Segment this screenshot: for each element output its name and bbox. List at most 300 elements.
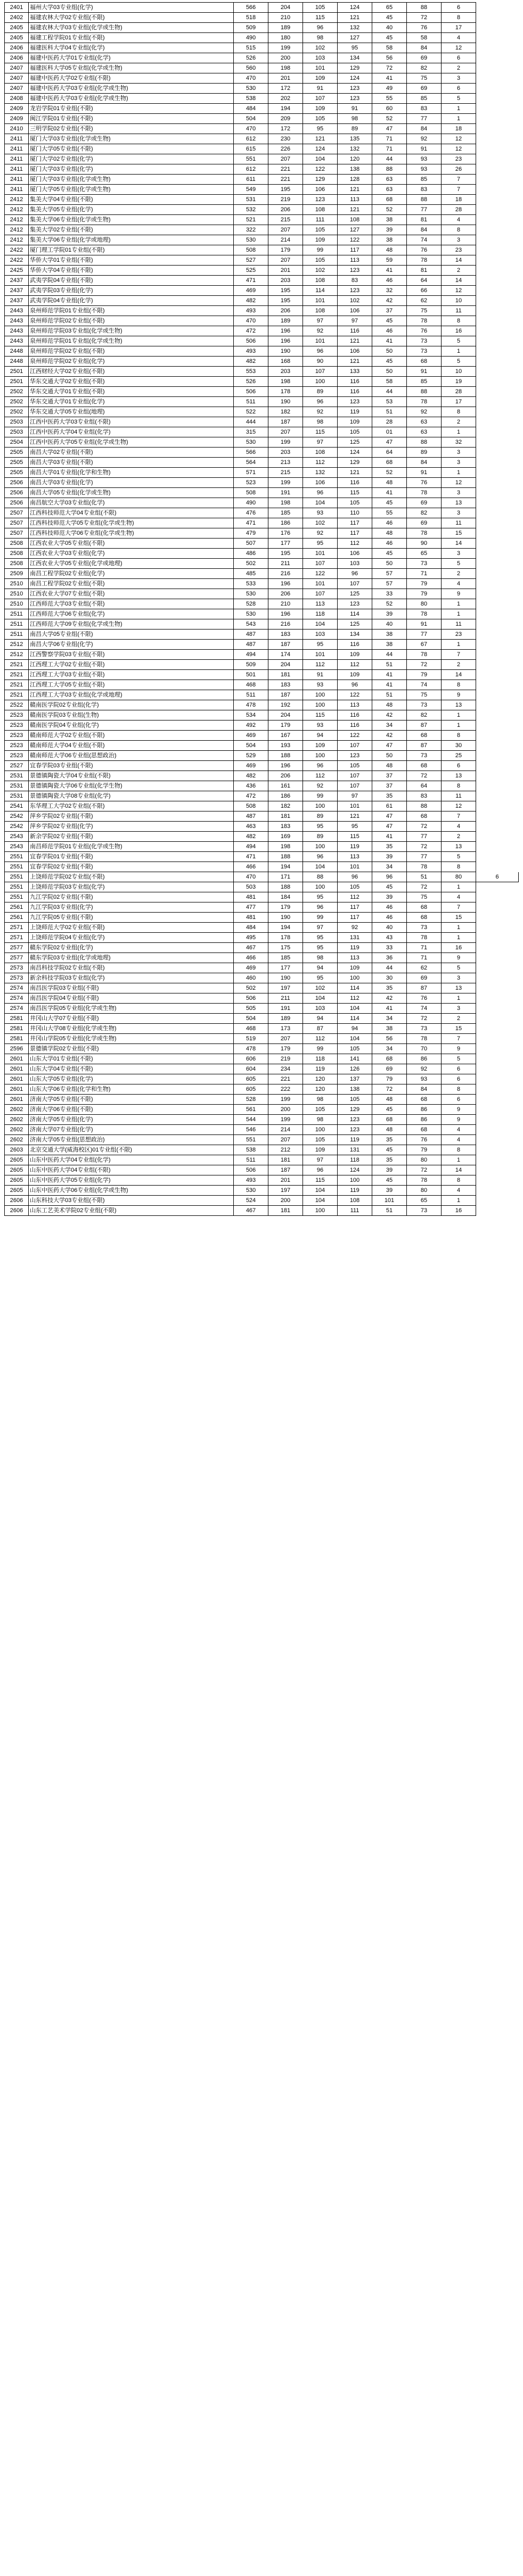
cell-school-major: 山东中医药大学05专业组(化学) [29, 1175, 234, 1186]
cell-value: 102 [303, 43, 338, 53]
table-row [5, 650, 519, 660]
cell-value: 116 [338, 720, 372, 731]
cell-code: 2522 [5, 700, 29, 710]
cell-value: 63 [372, 175, 407, 185]
cell-school-major: 南昌大学05专业组(不限) [29, 629, 234, 640]
cell-school-major: 华东交通大学01专业组(不限) [29, 387, 234, 397]
cell-value: 487 [234, 811, 268, 822]
cell-school-major: 江西理工大学03专业组(不限) [29, 670, 234, 680]
cell-school-major: 井冈山大学07专业组(不限) [29, 1014, 234, 1024]
cell-code: 2443 [5, 336, 29, 346]
cell-value: 107 [303, 94, 338, 104]
cell-code: 2443 [5, 306, 29, 316]
cell-value: 507 [234, 539, 268, 549]
cell-value: 119 [338, 943, 372, 953]
cell-code: 2508 [5, 539, 29, 549]
cell-value: 104 [303, 1196, 338, 1206]
cell-code: 2407 [5, 84, 29, 94]
cell-value: 104 [303, 1186, 338, 1196]
cell-value: 47 [372, 124, 407, 134]
cell-school-major: 厦门大学03专业组(化学或生物) [29, 175, 234, 185]
cell-value: 100 [303, 842, 338, 852]
cell-value: 444 [234, 417, 268, 427]
cell-value: 100 [303, 1206, 338, 1216]
cell-value: 44 [372, 387, 407, 397]
cell-school-major: 山东中医药大学04专业组(化学) [29, 1155, 234, 1165]
cell-value: 469 [234, 731, 268, 741]
table-row [5, 367, 519, 377]
cell-value: 26 [442, 164, 476, 175]
cell-school-major: 江西理工大学02专业组(不限) [29, 660, 234, 670]
cell-value: 198 [268, 63, 303, 73]
cell-school-major: 赣南医学院02专业组(化学) [29, 700, 234, 710]
table-row [5, 559, 519, 569]
cell-school-major: 江西财经大学02专业组(不限) [29, 367, 234, 377]
cell-value: 8 [442, 225, 476, 235]
table-row [5, 94, 519, 104]
cell-school-major: 济南大学05专业组(思想政治) [29, 1135, 234, 1145]
cell-value: 8 [442, 680, 476, 690]
cell-value: 518 [234, 13, 268, 23]
cell-value: 104 [338, 1004, 372, 1014]
cell-value: 118 [303, 609, 338, 619]
cell-value: 504 [234, 114, 268, 124]
cell-value: 12 [442, 801, 476, 811]
table-row [5, 892, 519, 902]
cell-value: 7 [442, 185, 476, 195]
cell-value: 519 [234, 1034, 268, 1044]
cell-value: 538 [234, 1145, 268, 1155]
table-row [5, 346, 519, 357]
cell-value: 4 [442, 822, 476, 832]
cell-value: 471 [234, 276, 268, 286]
table-row [5, 1125, 519, 1135]
cell-value: 117 [338, 913, 372, 923]
cell-value: 112 [303, 458, 338, 468]
cell-value: 6 [442, 1095, 476, 1105]
cell-value: 12 [442, 43, 476, 53]
cell-value: 207 [268, 427, 303, 437]
cell-school-major: 赣东学院03专业组(化学或地理) [29, 953, 234, 963]
cell-value: 123 [338, 397, 372, 407]
cell-value: 87 [407, 983, 442, 993]
cell-value: 104 [303, 993, 338, 1004]
cell-value: 103 [338, 559, 372, 569]
cell-value: 51 [372, 407, 407, 417]
cell-school-major: 江西师范大学06专业组(化学) [29, 609, 234, 619]
cell-value: 116 [338, 640, 372, 650]
table-row [5, 185, 519, 195]
cell-value: 214 [268, 235, 303, 245]
cell-value: 211 [268, 559, 303, 569]
cell-value: 68 [407, 811, 442, 822]
cell-code: 2437 [5, 276, 29, 286]
cell-code: 2561 [5, 913, 29, 923]
cell-value: 490 [234, 33, 268, 43]
cell-value: 64 [372, 448, 407, 458]
cell-value: 92 [303, 407, 338, 417]
cell-value: 200 [268, 1105, 303, 1115]
cell-value: 207 [268, 255, 303, 266]
cell-value: 504 [234, 1014, 268, 1024]
cell-value: 612 [234, 134, 268, 144]
cell-value: 1 [442, 468, 476, 478]
cell-value: 8 [442, 781, 476, 791]
cell-value: 133 [338, 367, 372, 377]
cell-value: 39 [372, 225, 407, 235]
cell-value: 506 [234, 387, 268, 397]
table-row [5, 1095, 519, 1105]
cell-value: 123 [338, 599, 372, 609]
cell-value: 96 [303, 761, 338, 771]
cell-value: 7 [442, 811, 476, 822]
cell-value: 234 [268, 1064, 303, 1074]
cell-value: 178 [268, 933, 303, 943]
table-row [5, 882, 519, 892]
cell-value: 78 [407, 650, 442, 660]
cell-school-major: 武夷学院03专业组(化学) [29, 286, 234, 296]
table-row [5, 539, 519, 549]
cell-code: 2422 [5, 255, 29, 266]
cell-value: 98 [303, 1095, 338, 1105]
cell-value: 91 [407, 144, 442, 154]
cell-code: 2601 [5, 1084, 29, 1095]
cell-value: 221 [268, 1074, 303, 1084]
cell-school-major: 泉州师范学院02专业组(不限) [29, 316, 234, 326]
cell-value: 76 [407, 993, 442, 1004]
cell-code: 2511 [5, 619, 29, 629]
cell-value: 105 [303, 114, 338, 124]
cell-value: 172 [268, 124, 303, 134]
cell-value: 113 [338, 700, 372, 710]
cell-value: 64 [407, 781, 442, 791]
cell-value: 479 [234, 528, 268, 539]
table-row [5, 619, 519, 629]
cell-value: 44 [372, 963, 407, 973]
table-row [5, 1206, 519, 1216]
cell-value: 116 [338, 377, 372, 387]
cell-school-major: 新余学院02专业组(不限) [29, 832, 234, 842]
cell-value: 469 [234, 286, 268, 296]
cell-value: 3 [442, 488, 476, 498]
cell-value: 42 [372, 731, 407, 741]
cell-value: 105 [338, 1044, 372, 1054]
cell-code: 2508 [5, 559, 29, 569]
cell-code: 2577 [5, 953, 29, 963]
cell-value: 39 [372, 1165, 407, 1175]
cell-value: 65 [407, 549, 442, 559]
cell-value: 88 [372, 164, 407, 175]
cell-school-major: 江西理工大学05专业组(不限) [29, 680, 234, 690]
cell-value: 79 [372, 1074, 407, 1084]
cell-value: 106 [303, 185, 338, 195]
cell-school-major: 南昌科技学院02专业组(不限) [29, 963, 234, 973]
cell-value: 544 [234, 1115, 268, 1125]
cell-value: 78 [407, 488, 442, 498]
cell-code: 2605 [5, 1175, 29, 1186]
cell-value: 41 [372, 73, 407, 84]
cell-value: 10 [442, 367, 476, 377]
cell-value: 68 [407, 913, 442, 923]
cell-school-major: 集美大学04专业组(不限) [29, 195, 234, 205]
cell-value: 141 [338, 1054, 372, 1064]
cell-code: 2523 [5, 751, 29, 761]
cell-value: 8 [442, 1145, 476, 1155]
table-row [5, 589, 519, 599]
cell-code: 2411 [5, 154, 29, 164]
cell-value: 178 [268, 387, 303, 397]
cell-value: 181 [268, 1155, 303, 1165]
cell-value: 107 [338, 781, 372, 791]
table-body [5, 3, 519, 1216]
cell-school-major: 华东交通大学02专业组(不限) [29, 377, 234, 387]
cell-value: 38 [372, 629, 407, 640]
cell-value: 197 [268, 1186, 303, 1196]
cell-value: 42 [372, 993, 407, 1004]
cell-value: 48 [372, 1095, 407, 1105]
cell-value: 13 [442, 983, 476, 993]
cell-school-major: 南昌医学院03专业组(不限) [29, 983, 234, 993]
cell-code: 2411 [5, 144, 29, 154]
table-row [5, 1165, 519, 1175]
cell-value: 112 [303, 660, 338, 670]
table-row [5, 427, 519, 437]
cell-value: 530 [234, 437, 268, 448]
cell-code: 2437 [5, 296, 29, 306]
cell-value: 553 [234, 367, 268, 377]
cell-value: 189 [268, 1014, 303, 1024]
cell-value: 528 [234, 599, 268, 609]
cell-value: 35 [372, 791, 407, 801]
cell-code: 2412 [5, 215, 29, 225]
cell-value: 111 [338, 1206, 372, 1216]
cell-value: 105 [303, 3, 338, 13]
cell-school-major: 江西科技师范大学06专业组(化学或生物) [29, 528, 234, 539]
table-row [5, 640, 519, 650]
table-row [5, 1044, 519, 1054]
cell-school-major: 宜春学院02专业组(不限) [29, 862, 234, 872]
cell-value: 105 [303, 255, 338, 266]
cell-value: 3 [442, 235, 476, 245]
cell-value: 88 [303, 872, 338, 882]
cell-value: 200 [268, 53, 303, 63]
cell-school-major: 南昌大学03专业组(化学) [29, 478, 234, 488]
cell-code: 2443 [5, 316, 29, 326]
cell-value: 30 [442, 741, 476, 751]
cell-value: 138 [338, 1084, 372, 1095]
cell-value: 45 [372, 498, 407, 508]
cell-value: 13 [442, 498, 476, 508]
cell-value: 76 [407, 1135, 442, 1145]
cell-value: 120 [338, 154, 372, 164]
cell-value: 98 [303, 953, 338, 963]
cell-value: 212 [268, 1145, 303, 1155]
cell-value: 63 [407, 417, 442, 427]
cell-value: 117 [338, 245, 372, 255]
cell-value: 543 [234, 619, 268, 629]
cell-school-major: 华侨大学01专业组(不限) [29, 255, 234, 266]
cell-code: 2448 [5, 346, 29, 357]
cell-value: 101 [303, 336, 338, 346]
table-row [5, 953, 519, 963]
table-row [5, 104, 519, 114]
cell-value: 137 [338, 1074, 372, 1084]
cell-value: 188 [268, 852, 303, 862]
cell-value: 100 [303, 882, 338, 892]
cell-value: 102 [303, 983, 338, 993]
cell-value: 58 [372, 377, 407, 387]
cell-value: 42 [372, 710, 407, 720]
cell-school-major: 福建农林大学03专业组(化学或生物) [29, 23, 234, 33]
cell-value: 35 [372, 1155, 407, 1165]
table-row [5, 225, 519, 235]
cell-value: 98 [303, 1115, 338, 1125]
cell-value: 25 [442, 751, 476, 761]
cell-school-major: 华东交通大学01专业组(化学) [29, 397, 234, 407]
cell-value: 70 [407, 1044, 442, 1054]
cell-value: 466 [234, 862, 268, 872]
cell-value: 101 [372, 1196, 407, 1206]
cell-value: 121 [338, 185, 372, 195]
table-row [5, 417, 519, 427]
cell-code: 2501 [5, 367, 29, 377]
cell-value: 94 [338, 1024, 372, 1034]
cell-value: 9 [442, 589, 476, 599]
cell-value: 77 [407, 114, 442, 124]
cell-value: 196 [268, 609, 303, 619]
cell-value: 206 [268, 589, 303, 599]
table-row [5, 609, 519, 619]
cell-value: 49 [372, 84, 407, 94]
cell-value: 100 [338, 1175, 372, 1186]
cell-value: 124 [303, 144, 338, 154]
cell-value: 78 [407, 862, 442, 872]
cell-value: 181 [268, 811, 303, 822]
cell-value: 506 [234, 336, 268, 346]
cell-value: 472 [234, 791, 268, 801]
cell-value: 6 [442, 1074, 476, 1084]
cell-value: 199 [268, 437, 303, 448]
cell-value: 93 [303, 508, 338, 518]
cell-value: 109 [338, 650, 372, 660]
cell-value: 183 [268, 680, 303, 690]
cell-value: 73 [407, 346, 442, 357]
cell-value: 78 [407, 255, 442, 266]
cell-value: 8 [442, 407, 476, 417]
table-row [5, 23, 519, 33]
cell-value: 93 [407, 154, 442, 164]
cell-value: 100 [303, 700, 338, 710]
cell-value: 511 [234, 690, 268, 700]
table-row [5, 913, 519, 923]
admission-score-table [4, 2, 519, 1216]
cell-value: 12 [442, 478, 476, 488]
cell-value: 68 [407, 761, 442, 771]
cell-school-major: 山东大学04专业组(不限) [29, 1064, 234, 1074]
table-row [5, 508, 519, 518]
cell-value: 37 [372, 781, 407, 791]
cell-value: 41 [372, 670, 407, 680]
cell-value: 72 [407, 1165, 442, 1175]
cell-value: 77 [407, 852, 442, 862]
cell-value: 538 [234, 94, 268, 104]
cell-value: 534 [234, 710, 268, 720]
cell-code: 2561 [5, 902, 29, 913]
cell-value: 121 [338, 205, 372, 215]
cell-code: 2507 [5, 508, 29, 518]
cell-value: 01 [372, 427, 407, 437]
cell-value: 14 [442, 276, 476, 286]
cell-value: 214 [268, 1125, 303, 1135]
cell-value: 509 [234, 660, 268, 670]
cell-school-major: 井冈山学院05专业组(化学或生物) [29, 1034, 234, 1044]
cell-value: 522 [234, 407, 268, 417]
cell-school-major: 景德镇陶瓷大学04专业组(不限) [29, 771, 234, 781]
cell-value: 611 [234, 175, 268, 185]
cell-value: 171 [268, 872, 303, 882]
cell-value: 74 [407, 1004, 442, 1014]
cell-value: 60 [372, 104, 407, 114]
cell-code: 2543 [5, 832, 29, 842]
table-row [5, 923, 519, 933]
cell-value: 115 [303, 427, 338, 437]
cell-school-major: 九江学院02专业组(不限) [29, 892, 234, 902]
cell-code: 2521 [5, 660, 29, 670]
cell-value: 528 [234, 1095, 268, 1105]
cell-value: 39 [372, 1186, 407, 1196]
cell-value: 189 [268, 23, 303, 33]
table-row [5, 943, 519, 953]
cell-school-major: 江西师范大学09专业组(化学或生物) [29, 619, 234, 629]
cell-school-major: 厦门大学02专业组(化学) [29, 154, 234, 164]
cell-value: 191 [268, 488, 303, 498]
cell-value: 132 [338, 144, 372, 154]
cell-value: 85 [407, 94, 442, 104]
table-row [5, 377, 519, 387]
cell-code: 2422 [5, 245, 29, 255]
cell-code: 2505 [5, 448, 29, 458]
cell-value: 95 [303, 822, 338, 832]
cell-school-major: 赣南师范大学06专业组(思想政治) [29, 751, 234, 761]
cell-value: 97 [338, 316, 372, 326]
cell-value: 5 [442, 357, 476, 367]
cell-value: 221 [268, 175, 303, 185]
cell-value: 95 [303, 124, 338, 134]
cell-code: 2605 [5, 1155, 29, 1165]
cell-value: 69 [407, 53, 442, 63]
cell-value: 490 [234, 498, 268, 508]
cell-value: 92 [338, 923, 372, 933]
cell-value: 52 [372, 114, 407, 124]
cell-value: 62 [407, 296, 442, 306]
cell-value: 41 [372, 266, 407, 276]
cell-value: 93 [303, 680, 338, 690]
cell-value: 138 [338, 164, 372, 175]
cell-code: 2581 [5, 1014, 29, 1024]
cell-value: 32 [372, 286, 407, 296]
cell-value: 100 [303, 377, 338, 387]
cell-value: 104 [303, 862, 338, 872]
table-row [5, 761, 519, 771]
table-row [5, 791, 519, 801]
cell-value: 92 [303, 326, 338, 336]
cell-value: 46 [372, 518, 407, 528]
cell-value: 177 [268, 539, 303, 549]
cell-code: 2401 [5, 3, 29, 13]
cell-value: 86 [407, 1054, 442, 1064]
cell-value: 14 [442, 1165, 476, 1175]
table-row [5, 720, 519, 731]
